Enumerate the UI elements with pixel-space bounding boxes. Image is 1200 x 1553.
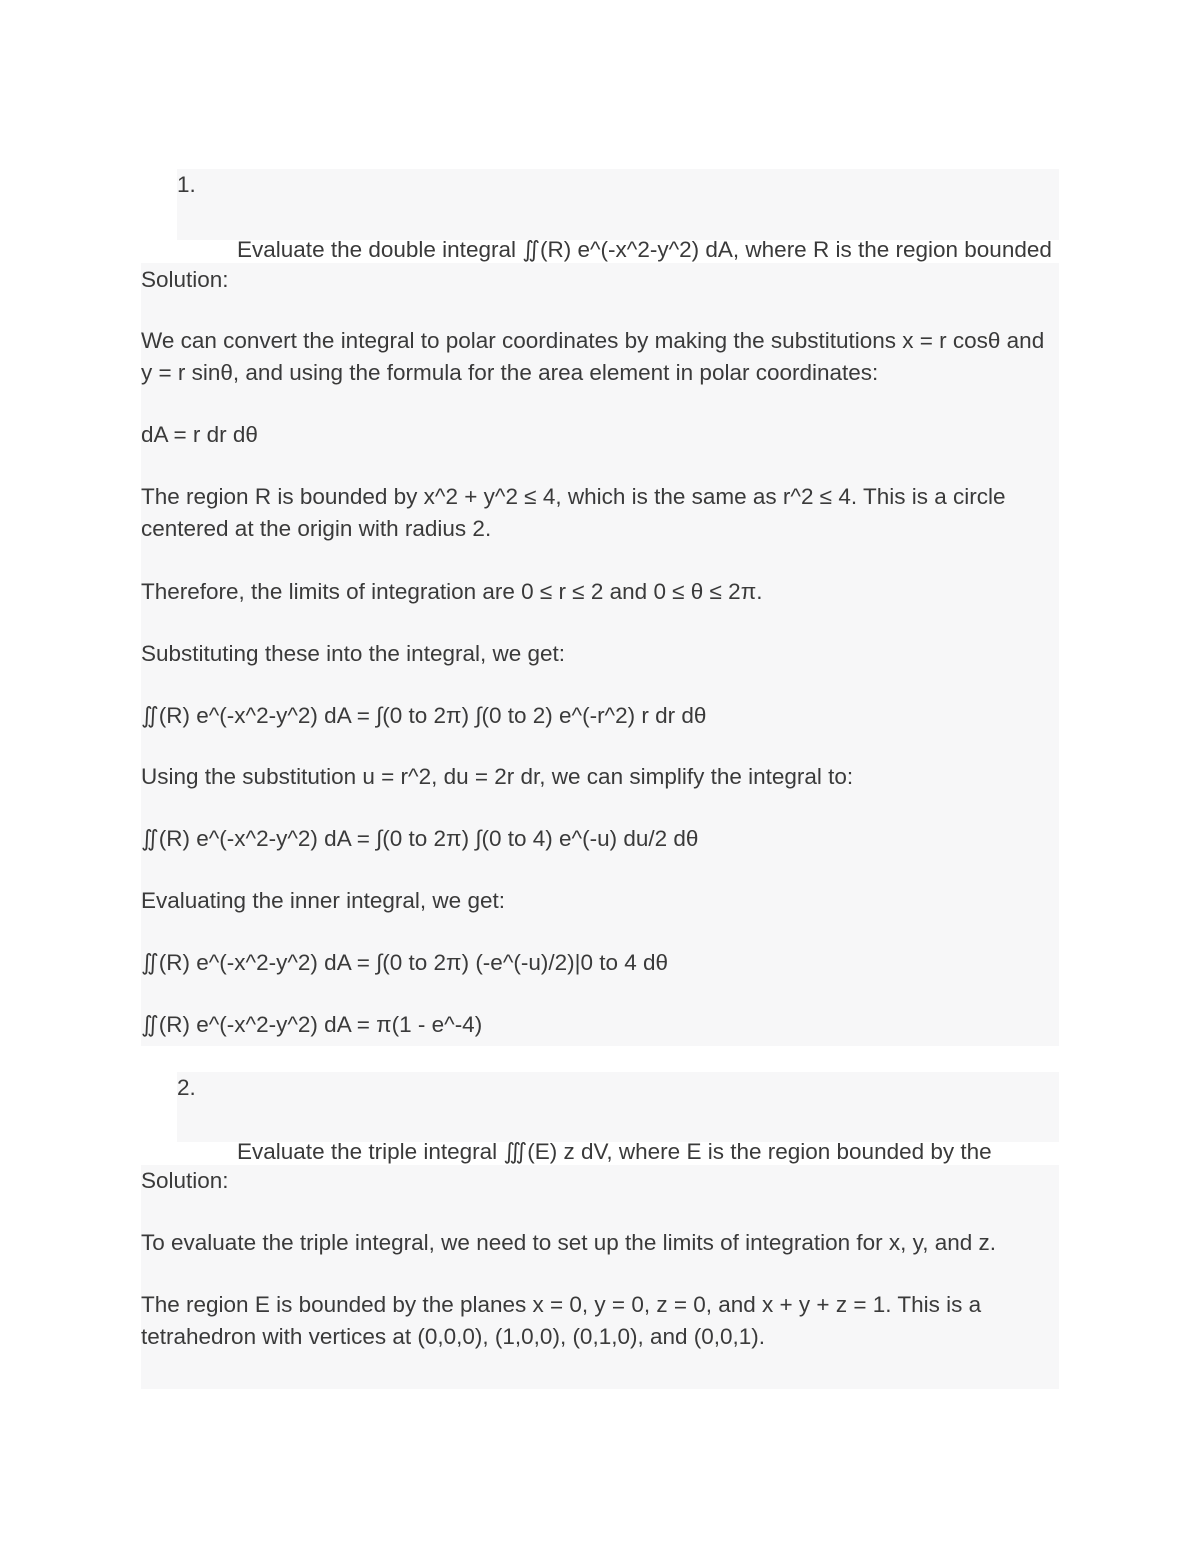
solution-1-paragraph-2: dA = r dr dθ (141, 422, 258, 447)
problem-2-number: 2. (177, 1075, 196, 1100)
solution-1-paragraph-9: Evaluating the inner integral, we get: (141, 888, 505, 913)
problem-1-text: Evaluate the double integral ∬(R) e^(-x^2-y^2) dA, where R is the region bounded (237, 237, 1052, 262)
solution-1-paragraph-3: The region R is bounded by x^2 + y^2 ≤ 4, which is the same as r^2 ≤ 4. This is a circle centered at the origin with radius 2. (141, 484, 1006, 541)
problem-1-number: 1. (177, 172, 196, 197)
solution-2-heading: Solution: (141, 1168, 229, 1193)
solution-2-paragraph-1: To evaluate the triple integral, we need to set up the limits of integration for x, y, and z. (141, 1230, 997, 1255)
solution-1-paragraph-1: We can convert the integral to polar coordinates by making the substitutions x = r cosθ and y = r sinθ, and using the formula for the area element in polar coordinates: (141, 328, 1045, 385)
solution-1-paragraph-8: ∬(R) e^(-x^2-y^2) dA = ∫(0 to 2π) ∫(0 to 4) e^(-u) du/2 dθ (141, 826, 699, 851)
solution-1-paragraph-10: ∬(R) e^(-x^2-y^2) dA = ∫(0 to 2π) (-e^(-u)/2)|0 to 4 dθ (141, 950, 669, 975)
solution-1-paragraph-7: Using the substitution u = r^2, du = 2r dr, we can simplify the integral to: (141, 764, 854, 789)
solution-1-paragraph-6: ∬(R) e^(-x^2-y^2) dA = ∫(0 to 2π) ∫(0 to 2) e^(-r^2) r dr dθ (141, 703, 707, 728)
solution-1-heading: Solution: (141, 267, 229, 292)
problem-2-block (177, 1072, 1059, 1164)
solution-2-paragraph-2: The region E is bounded by the planes x = 0, y = 0, z = 0, and x + y + z = 1. This is a tetrahedron with vertices at (0,0,0), (1,0,0), (0,1,0), and (0,0,1). (141, 1292, 982, 1349)
problem-1-block (177, 169, 1059, 262)
solution-1-paragraph-4: Therefore, the limits of integration are 0 ≤ r ≤ 2 and 0 ≤ θ ≤ 2π. (141, 579, 763, 604)
solution-2-block (141, 1165, 1059, 1389)
problem-2-text: Evaluate the triple integral ∭(E) z dV, where E is the region bounded by the (237, 1139, 992, 1164)
solution-1-paragraph-5: Substituting these into the integral, we get: (141, 641, 566, 666)
solution-1-paragraph-11: ∬(R) e^(-x^2-y^2) dA = π(1 - e^-4) (141, 1012, 483, 1037)
